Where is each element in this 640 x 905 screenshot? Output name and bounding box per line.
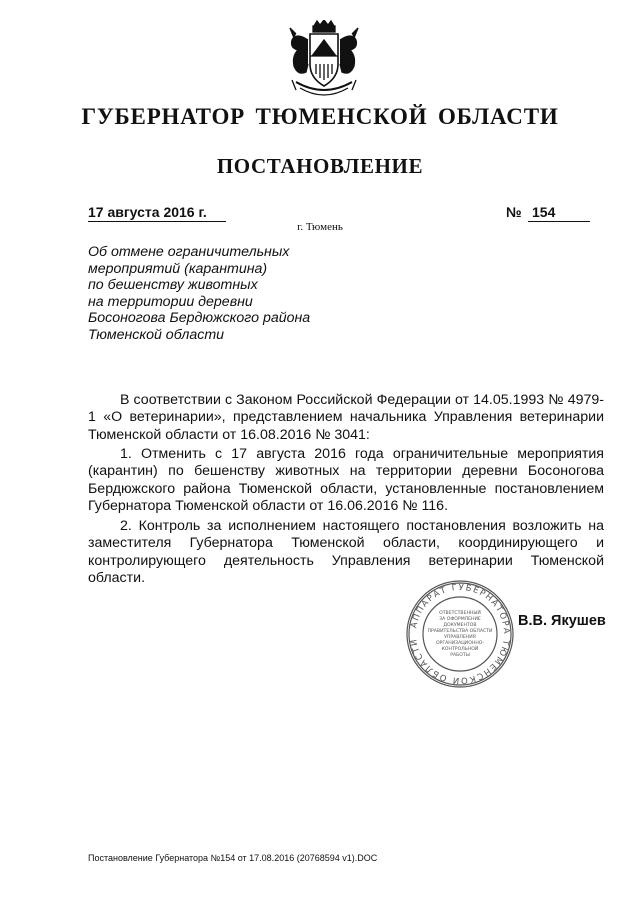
seal-inner-text: ОТВЕТСТВЕННЫЙ xyxy=(439,611,481,616)
document-city: г. Тюмень xyxy=(297,221,343,233)
seal-inner-text: РАБОТЫ xyxy=(450,653,470,658)
document-date: 17 августа 2016 г. xyxy=(88,204,207,220)
subject-line: мероприятий (карантина) xyxy=(88,260,268,277)
subject-line: Об отмене ограничительных xyxy=(88,244,290,260)
document-number: 154 xyxy=(532,204,556,220)
coat-of-arms-emblem xyxy=(286,20,362,102)
subject-line: Босоногова Бердюжского района xyxy=(88,310,311,327)
seal-inner-text: КОНТРОЛЬНОЙ xyxy=(441,647,479,652)
issuing-authority-title: ГУБЕРНАТОР ТЮМЕНСКОЙ ОБЛАСТИ xyxy=(81,104,559,129)
seal-inner-text: ДОКУМЕНТОВ xyxy=(443,623,477,628)
body-paragraph-preamble: В соответствии с Законом Российской Федерации от 14.05.1993 № 4979-1 «О ветеринарии», представлением начальника Управления ветеринарии Тюменской области от 16.08.2016 № 3041: xyxy=(88,392,604,443)
document-subject xyxy=(88,244,310,344)
seal-inner-text: УПРАВЛЕНИЯ xyxy=(444,635,476,640)
document-number-field xyxy=(528,203,590,222)
seal-ring-text: АППАРАТ ГУБЕРНАТОРА ТЮМЕНСКОЙ ОБЛАСТИ xyxy=(409,582,512,686)
subject-line: по бешенству животных xyxy=(88,277,258,294)
body-paragraph-item-2: 2. Контроль за исполнением настоящего постановления возложить на заместителя Губернатора Тюменской области, координирующего и контролирующего деятельность Управления ветеринарии Тюменской области. xyxy=(88,518,604,587)
body-paragraph-item-1: 1. Отменить с 17 августа 2016 года ограничительные мероприятия (карантин) по бешенству животных на территории деревни Босоногова Бердюжского района Тюменской области, установленные постановлением Губернатора Тюменской области от 16.06.2016 № 116. xyxy=(88,446,604,515)
seal-inner-text: ЗА ОФОРМЛЕНИЕ xyxy=(439,617,481,622)
footer-file-reference: Постановление Губернатора №154 от 17.08.2016 (20768594 v1).DOC xyxy=(88,853,378,863)
official-seal-stamp xyxy=(404,578,516,690)
signer-name: В.В. Якушев xyxy=(518,613,606,629)
seal-inner-text: ПРАВИТЕЛЬСТВА ОБЛАСТИ xyxy=(427,629,493,634)
subject-line: на территории деревни xyxy=(88,293,253,310)
subject-line: Тюменской области xyxy=(88,326,225,343)
document-type-title: ПОСТАНОВЛЕНИЕ xyxy=(216,154,424,178)
document-date-field xyxy=(88,203,226,222)
seal-inner-text: ОРГАНИЗАЦИОННО- xyxy=(435,641,485,646)
number-sign: № xyxy=(506,204,522,220)
